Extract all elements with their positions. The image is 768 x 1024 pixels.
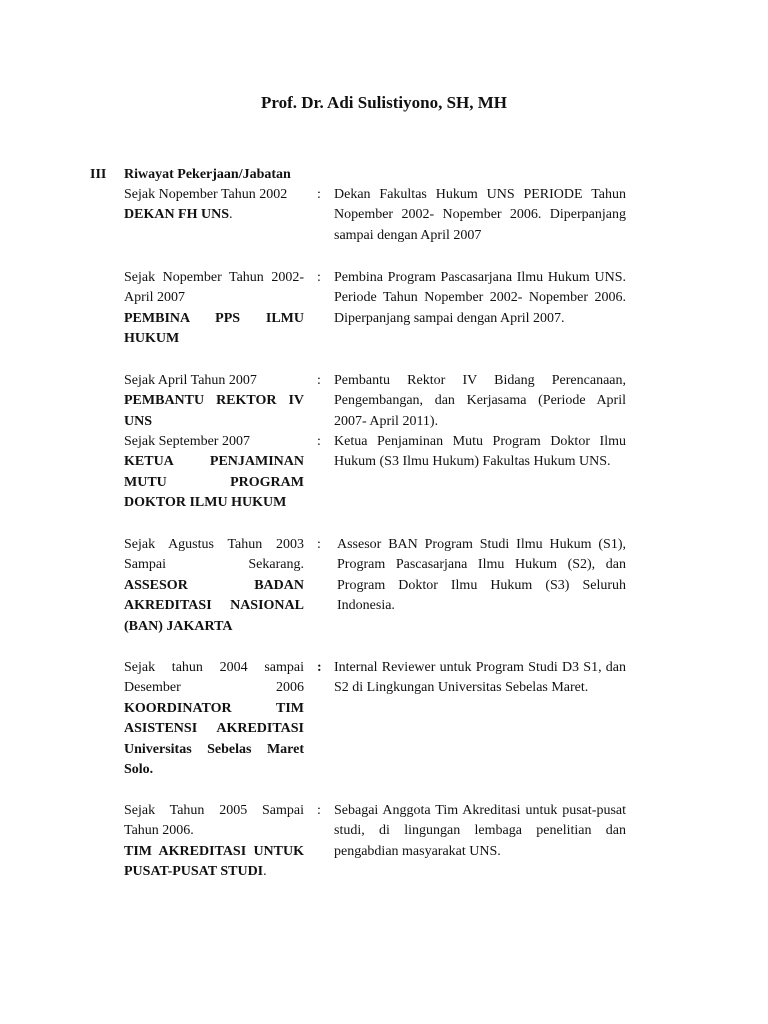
entry-position: PEMBANTU REKTOR IV UNS	[124, 393, 304, 429]
entry-period: Sejak September 2007	[124, 434, 250, 449]
entry-separator: :	[317, 270, 321, 285]
entry-separator: :	[317, 803, 321, 818]
entry-period: Sejak tahun 2004 sampai Desember 2006	[124, 660, 304, 696]
entry-separator: :	[317, 434, 321, 449]
entry-separator: :	[317, 660, 322, 675]
entry-left-column	[124, 432, 304, 514]
entry-position-suffix: .	[229, 207, 233, 223]
entry-position: ASSESOR BADAN AKREDITASI NASIONAL (BAN) JAKARTA	[124, 577, 304, 634]
entry-position-text: DEKAN FH UNS	[124, 207, 230, 223]
entry-separator: :	[317, 537, 321, 552]
entry-position-text: TIM AKREDITASI UNTUK PUSAT-PUSAT STUDI	[124, 843, 304, 880]
entry-left-column	[124, 658, 304, 780]
entry-period: Sejak April Tahun 2007	[124, 373, 257, 388]
entry-left-column	[124, 801, 304, 883]
entry-description: Pembina Program Pascasarjana Ilmu Hukum UNS. Periode Tahun Nopember 2002- Nopember 2006. Diperpanjang sampai dengan April 2007.	[334, 270, 626, 326]
entry-left-column	[124, 535, 304, 637]
page-title: Prof. Dr. Adi Sulistiyono, SH, MH	[260, 93, 508, 112]
entry-left-column	[124, 371, 304, 432]
entry-description: Sebagai Anggota Tim Akreditasi untuk pusat-pusat studi, di lingungan lembaga penelitian dan pengabdian masyarakat UNS.	[334, 803, 626, 859]
entry-position-suffix: .	[263, 864, 267, 880]
entry-description: Ketua Penjaminan Mutu Program Doktor Ilmu Hukum (S3 Ilmu Hukum) Fakultas Hukum UNS.	[334, 434, 626, 470]
entry-description: Internal Reviewer untuk Program Studi D3 S1, dan S2 di Lingkungan Universitas Sebelas Maret.	[334, 660, 626, 696]
entry-description: Assesor BAN Program Studi Ilmu Hukum (S1), Program Pascasarjana Ilmu Hukum (S2), dan Program Doktor Ilmu Hukum (S3) Seluruh Indonesia.	[337, 537, 626, 614]
entry-description: Pembantu Rektor IV Bidang Perencanaan, Pengembangan, dan Kerjasama (Periode April 2007- April 2011).	[334, 373, 626, 429]
entry-left-column	[124, 185, 334, 226]
entry-position: KOORDINATOR TIM ASISTENSI AKREDITASI Universitas Sebelas Maret Solo.	[124, 700, 304, 778]
entry-period: Sejak Agustus Tahun 2003 Sampai Sekarang.	[124, 537, 304, 573]
entry-position: PEMBINA PPS ILMU HUKUM	[124, 310, 304, 347]
entry-period: Sejak Nopember Tahun 2002- April 2007	[124, 270, 304, 306]
section-title: Riwayat Pekerjaan/Jabatan	[124, 167, 291, 182]
entry-position	[124, 205, 334, 225]
entry-position: KETUA PENJAMINAN MUTU PROGRAM DOKTOR ILMU HUKUM	[124, 454, 304, 511]
entry-separator: :	[317, 373, 321, 388]
section-number: III	[90, 167, 107, 182]
entry-description: Dekan Fakultas Hukum UNS PERIODE Tahun Nopember 2002- Nopember 2006. Diperpanjang sampai dengan April 2007	[334, 187, 626, 243]
entry-period: Sejak Tahun 2005 Sampai Tahun 2006.	[124, 803, 304, 839]
entry-period: Sejak Nopember Tahun 2002	[124, 187, 288, 202]
entry-separator: :	[317, 187, 321, 202]
entry-left-column	[124, 268, 304, 350]
entry-position	[124, 842, 304, 883]
